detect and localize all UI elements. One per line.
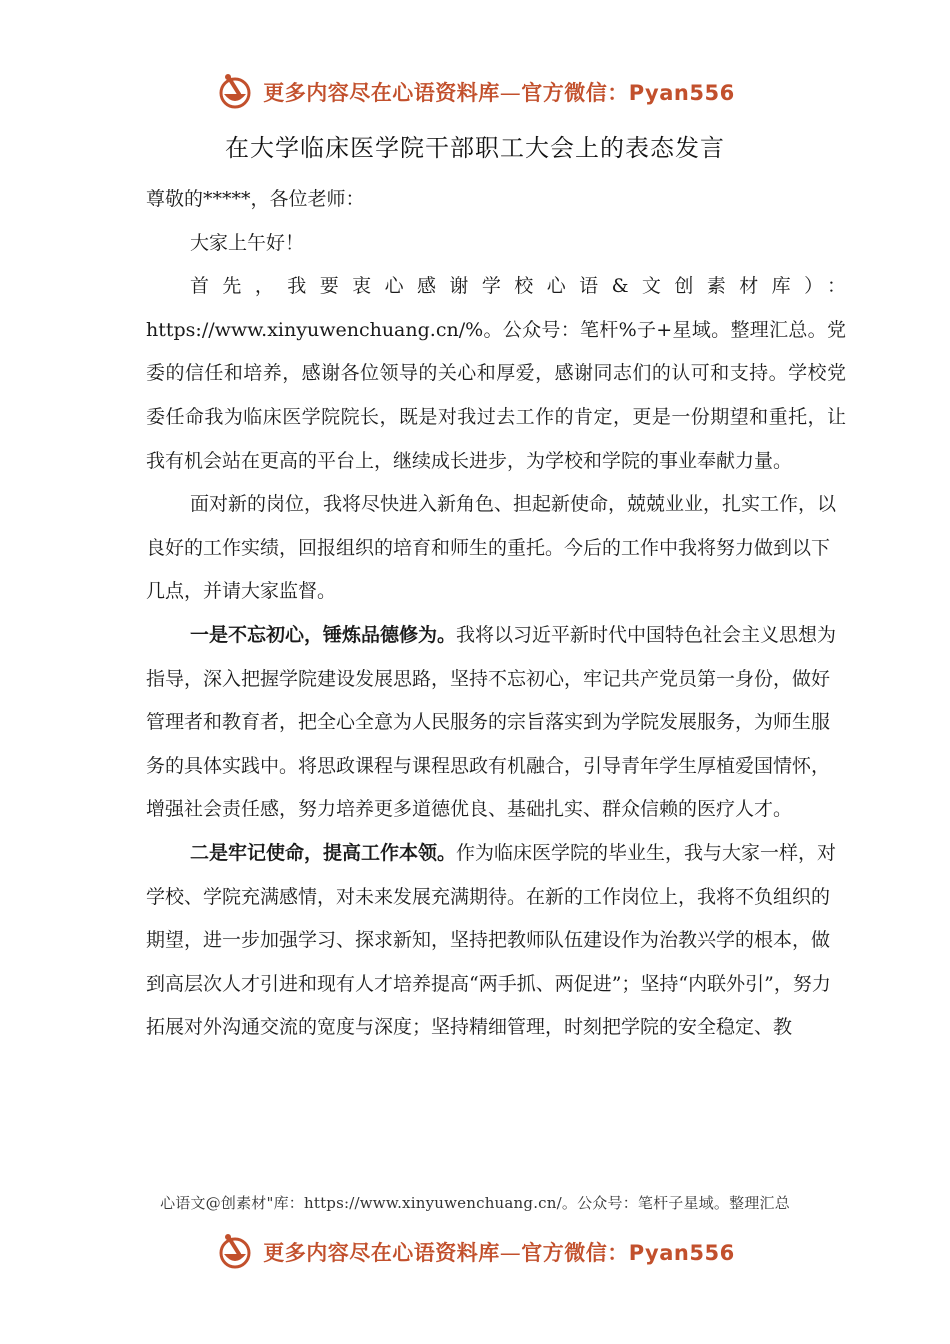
paragraph-4-lead: 二是牢记使命，提高工作本领。 <box>190 841 457 864</box>
document-title: 在大学临床医学院干部职工大会上的表态发言 <box>225 134 725 162</box>
salutation: 尊敬的*****，各位老师： <box>146 188 365 210</box>
header-banner <box>0 72 950 112</box>
paragraph-4-body: 作为临床医学院的毕业生，我与大家一样，对学校、学院充满感情，对未来发展充满期待。在新的工作岗位上，我将不负组织的期望，进一步加强学习、探求新知，坚持把教师队伍建设作为治教兴学的根本，做到高层次人才引进和现有人才培养提高“两手抓、两促进”；坚持“内联外引”，努力拓展对外沟通交流的宽度与深度；坚持精细管理，时刻把学院的安全稳定、教 <box>146 841 837 1039</box>
mortar-pestle-logo-icon <box>215 1232 255 1272</box>
document-body <box>146 178 846 1050</box>
paragraph-4 <box>146 832 846 1050</box>
banner-text: 更多内容尽在心语资料库—官方微信：Pyan556 <box>263 81 735 105</box>
paragraph-3-lead: 一是不忘初心，锤炼品德修为。 <box>190 623 457 646</box>
footer-banner <box>0 1232 950 1272</box>
paragraph-2: 面对新的岗位，我将尽快进入新角色、担起新使命，兢兢业业，扎实工作，以良好的工作实绩，回报组织的培育和师生的重托。今后的工作中我将努力做到以下几点，并请大家监督。 <box>146 493 837 603</box>
mortar-pestle-logo-icon <box>215 72 255 112</box>
paragraph-3-body: 我将以习近平新时代中国特色社会主义思想为指导，深入把握学院建设发展思路，坚持不忘初心，牢记共产党员第一身份，做好管理者和教育者，把全心全意为人民服务的宗旨落实到为学院发展服务，为师生服务的具体实践中。将思政课程与课程思政有机融合，引导青年学生厚植爱国情怀，增强社会责任感，努力培养更多道德优良、基础扎实、群众信赖的医疗人才。 <box>146 623 837 821</box>
source-footer: 心语文@创素材"库：https://www.xinyuwenchuang.cn/。公众号：笔杆子星域。整理汇总 <box>160 1194 790 1212</box>
banner-text: 更多内容尽在心语资料库—官方微信：Pyan556 <box>263 1241 735 1265</box>
paragraph-3 <box>146 614 846 832</box>
greeting: 大家上午好！ <box>190 231 305 254</box>
paragraph-1: 首先，我要衷心感谢学校心语&文创素材库）：https://www.xinyuwenchuang.cn/%。公众号：笔杆%子+星域。整理汇总。党委的信任和培养，感谢各位领导的关心和厚爱，感谢同志们的认可和支持。学校党委任命我为临床医学院院长，既是对我过去工作的肯定，更是一份期望和重托，让我有机会站在更高的平台上，继续成长进步，为学校和学院的事业奉献力量。 <box>146 275 846 472</box>
